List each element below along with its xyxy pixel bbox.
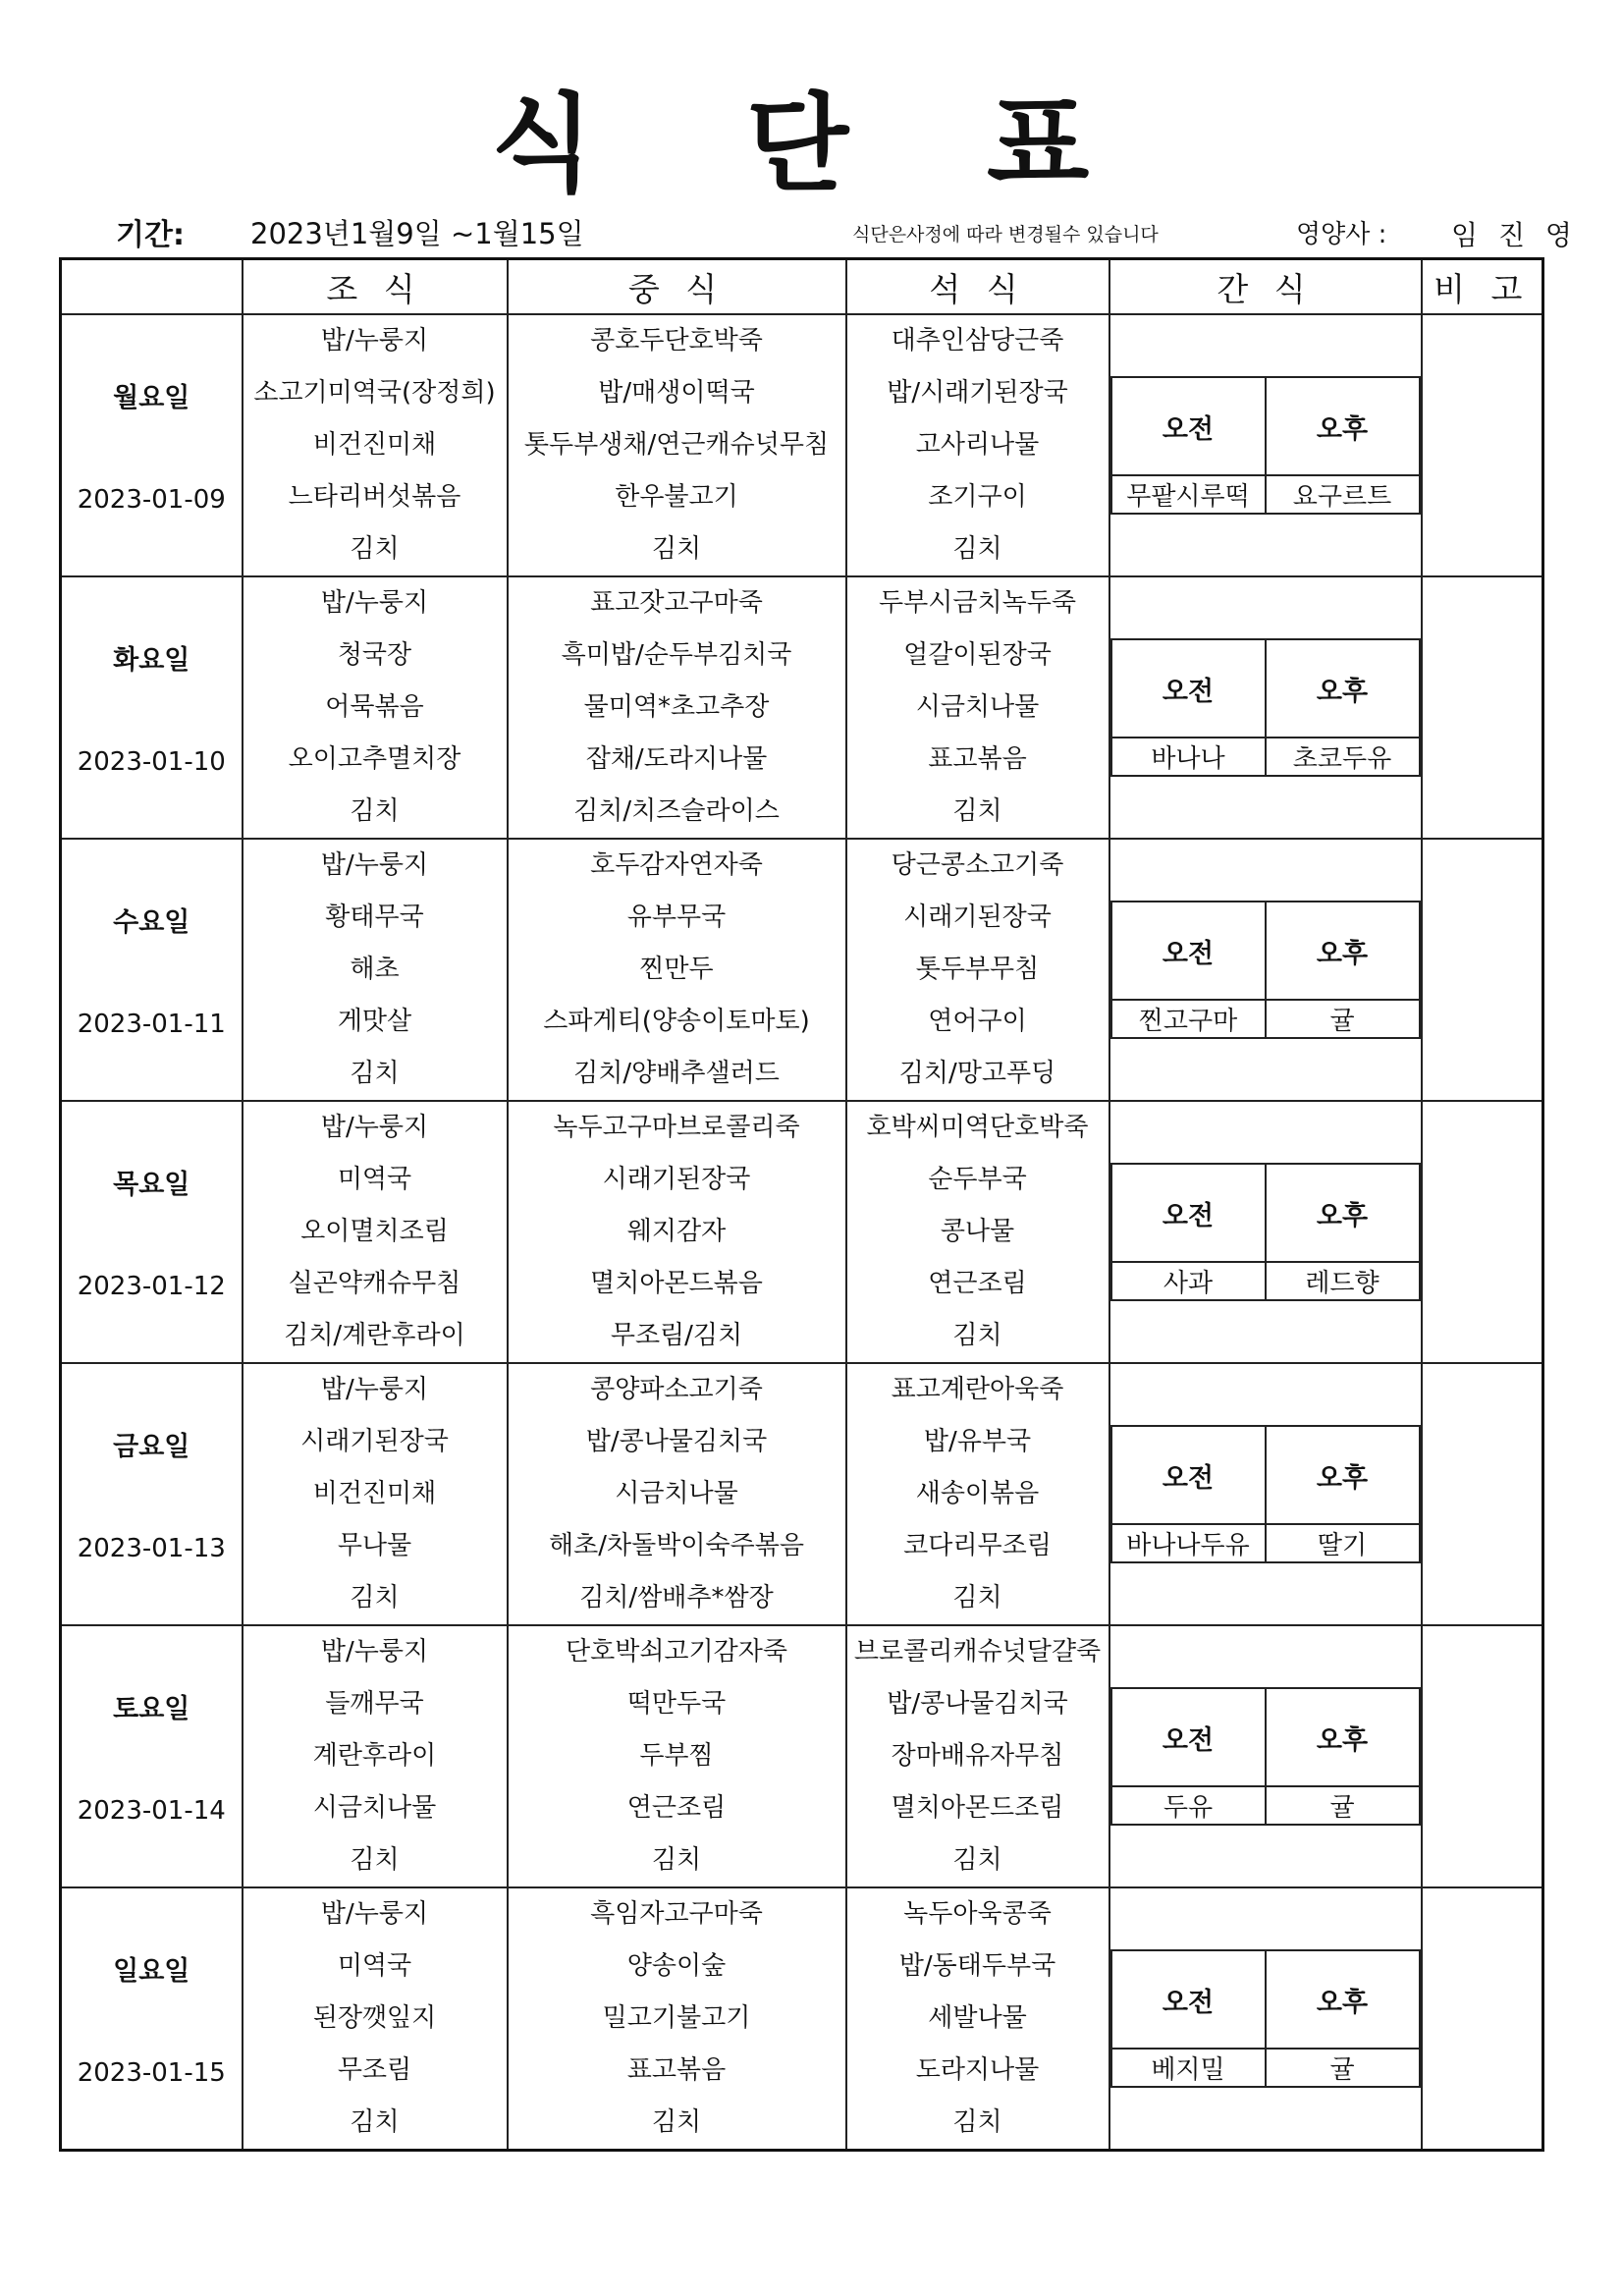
menu-item: 호두감자연자죽 — [590, 850, 763, 880]
snack-am-item: 바나나 — [1111, 738, 1266, 776]
menu-item: 웨지감자 — [626, 1217, 727, 1246]
menu-item: 표고볶음 — [928, 744, 1027, 774]
menu-item: 김치 — [350, 534, 400, 564]
lunch-cell — [508, 576, 846, 839]
snack-cell — [1109, 1625, 1422, 1887]
title-char: 식 — [491, 83, 596, 206]
menu-item: 김치/계란후라이 — [284, 1321, 465, 1350]
menu-item: 밥/누룽지 — [320, 588, 429, 618]
menu-item: 당근콩소고기죽 — [891, 850, 1064, 880]
menu-item: 밥/누룽지 — [320, 1375, 429, 1404]
menu-item: 콩나물 — [940, 1217, 1015, 1246]
menu-item: 김치 — [952, 796, 1002, 826]
menu-item: 들깨무국 — [325, 1689, 424, 1719]
menu-item: 멸치아몬드볶음 — [590, 1269, 763, 1298]
menu-item: 호박씨미역단호박죽 — [866, 1113, 1089, 1142]
snack-am-item: 두유 — [1111, 1786, 1266, 1825]
menu-item: 밥/누룽지 — [320, 1113, 429, 1142]
snack-am-item: 사과 — [1111, 1262, 1266, 1300]
menu-item: 물미역*초고추장 — [583, 692, 770, 722]
lunch-cell — [508, 839, 846, 1101]
menu-item: 김치 — [952, 534, 1002, 564]
snack-cell — [1109, 314, 1422, 576]
snack-pm-label: 오후 — [1266, 1164, 1420, 1262]
snack-pm-item: 딸기 — [1266, 1524, 1420, 1562]
menu-item: 잡채/도라지나물 — [585, 744, 768, 774]
menu-item: 김치 — [952, 1845, 1002, 1875]
note-cell — [1422, 576, 1543, 839]
day-name: 토요일 — [113, 1694, 190, 1724]
day-row — [61, 314, 1543, 576]
day-cell — [61, 1101, 243, 1363]
day-cell — [61, 1625, 243, 1887]
menu-item: 오이고추멸치장 — [288, 744, 461, 774]
dietitian-name: 임 진 영 — [1451, 219, 1578, 251]
menu-item: 밥/시래기된장국 — [887, 378, 1068, 408]
info-bar — [0, 210, 1623, 255]
snack-grid — [1110, 638, 1421, 777]
menu-item: 김치 — [350, 1583, 400, 1613]
snack-grid — [1110, 1687, 1421, 1826]
menu-item: 무조림/김치 — [610, 1321, 743, 1350]
menu-item: 시래기된장국 — [602, 1165, 751, 1194]
dinner-cell — [846, 1101, 1109, 1363]
snack-cell — [1109, 1887, 1422, 2151]
menu-item: 김치 — [651, 2107, 702, 2137]
day-name: 목요일 — [113, 1170, 190, 1200]
menu-item: 김치 — [952, 1583, 1002, 1613]
menu-item: 미역국 — [337, 1951, 412, 1981]
day-row — [61, 1625, 1543, 1887]
dinner-cell — [846, 1887, 1109, 2151]
header-lunch: 중 식 — [508, 259, 846, 315]
day-cell — [61, 314, 243, 576]
snack-pm-label: 오후 — [1266, 1950, 1420, 2049]
snack-pm-label: 오후 — [1266, 639, 1420, 738]
snack-cell — [1109, 576, 1422, 839]
menu-item: 밀고기불고기 — [602, 2003, 751, 2033]
snack-cell — [1109, 1101, 1422, 1363]
day-cell — [61, 576, 243, 839]
menu-item: 흑임자고구마죽 — [590, 1899, 763, 1929]
menu-item: 비건진미채 — [312, 430, 437, 460]
page-title — [0, 59, 1623, 206]
dinner-cell — [846, 1363, 1109, 1625]
menu-item: 김치 — [651, 534, 702, 564]
header-snack: 간 식 — [1109, 259, 1422, 315]
menu-body — [61, 314, 1543, 2151]
menu-item: 밥/동태두부국 — [898, 1951, 1056, 1981]
snack-pm-item: 요구르트 — [1266, 475, 1420, 514]
snack-am-label: 오전 — [1111, 377, 1266, 475]
menu-item: 연어구이 — [928, 1007, 1027, 1036]
menu-item: 표고볶음 — [626, 2055, 727, 2085]
menu-item: 흑미밥/순두부김치국 — [561, 640, 792, 670]
menu-item: 어묵볶음 — [325, 692, 424, 722]
menu-item: 김치/양배추샐러드 — [573, 1059, 780, 1088]
menu-item: 김치 — [350, 2107, 400, 2137]
menu-item: 시래기된장국 — [903, 902, 1052, 932]
snack-am-label: 오전 — [1111, 1688, 1266, 1786]
menu-item: 밥/누룽지 — [320, 850, 429, 880]
day-row — [61, 576, 1543, 839]
menu-item: 콩양파소고기죽 — [590, 1375, 763, 1404]
day-row — [61, 839, 1543, 1101]
snack-pm-label: 오후 — [1266, 1426, 1420, 1524]
snack-pm-item: 레드향 — [1266, 1262, 1420, 1300]
menu-item: 김치 — [952, 2107, 1002, 2137]
day-name: 화요일 — [113, 645, 190, 676]
menu-item: 장마배유자무침 — [891, 1741, 1064, 1771]
menu-item: 세발나물 — [928, 2003, 1027, 2033]
title-char: 단 — [746, 83, 851, 206]
day-row — [61, 1887, 1543, 2151]
day-date: 2023-01-14 — [77, 1796, 226, 1826]
menu-item: 두부시금치녹두죽 — [879, 588, 1076, 618]
note-cell — [1422, 314, 1543, 576]
menu-item: 연근조림 — [928, 1269, 1027, 1298]
menu-item: 밥/누룽지 — [320, 326, 429, 355]
day-name: 월요일 — [113, 383, 190, 413]
day-date: 2023-01-09 — [77, 485, 226, 515]
breakfast-cell — [243, 576, 508, 839]
menu-item: 해초 — [350, 955, 400, 984]
menu-item: 김치 — [350, 1059, 400, 1088]
snack-pm-item: 귤 — [1266, 1000, 1420, 1038]
menu-item: 한우불고기 — [615, 482, 738, 512]
snack-pm-label: 오후 — [1266, 1688, 1420, 1786]
header-row — [61, 259, 1543, 315]
day-date: 2023-01-10 — [77, 747, 226, 777]
menu-item: 표고계란아욱죽 — [891, 1375, 1064, 1404]
dinner-cell — [846, 839, 1109, 1101]
menu-item: 무나물 — [337, 1531, 412, 1560]
menu-item: 시금치나물 — [915, 692, 1040, 722]
period-value: 2023년1월9일 ~1월15일 — [250, 217, 584, 250]
snack-cell — [1109, 1363, 1422, 1625]
breakfast-cell — [243, 839, 508, 1101]
menu-item: 조기구이 — [928, 482, 1027, 512]
header-breakfast: 조 식 — [243, 259, 508, 315]
day-cell — [61, 839, 243, 1101]
title-char: 표 — [987, 83, 1092, 206]
snack-grid — [1110, 1949, 1421, 2088]
snack-cell — [1109, 839, 1422, 1101]
menu-item: 해초/차돌박이숙주볶음 — [549, 1531, 804, 1560]
menu-item: 미역국 — [337, 1165, 412, 1194]
menu-item: 김치 — [952, 1321, 1002, 1350]
menu-item: 톳두부무침 — [915, 955, 1040, 984]
snack-grid — [1110, 1425, 1421, 1563]
day-name: 금요일 — [113, 1432, 190, 1462]
day-name: 수요일 — [113, 907, 190, 938]
menu-item: 김치/망고푸딩 — [898, 1059, 1056, 1088]
menu-item: 코다리무조림 — [903, 1531, 1052, 1560]
breakfast-cell — [243, 1101, 508, 1363]
menu-item: 찐만두 — [639, 955, 714, 984]
menu-item: 표고잣고구마죽 — [590, 588, 763, 618]
menu-item: 시래기된장국 — [300, 1427, 449, 1456]
snack-am-item: 무팥시루떡 — [1111, 475, 1266, 514]
breakfast-cell — [243, 1887, 508, 2151]
menu-item: 스파게티(양송이토마토) — [543, 1007, 810, 1036]
snack-pm-item: 귤 — [1266, 1786, 1420, 1825]
menu-item: 김치/치즈슬라이스 — [573, 796, 780, 826]
day-date: 2023-01-13 — [77, 1534, 226, 1563]
menu-item: 청국장 — [337, 640, 412, 670]
menu-item: 김치 — [651, 1845, 702, 1875]
menu-item: 밥/콩나물김치국 — [585, 1427, 768, 1456]
menu-item: 오이멸치조림 — [300, 1217, 449, 1246]
breakfast-cell — [243, 314, 508, 576]
menu-item: 무조림 — [337, 2055, 412, 2085]
header-day — [61, 259, 243, 315]
dinner-cell — [846, 314, 1109, 576]
snack-pm-label: 오후 — [1266, 902, 1420, 1000]
dinner-cell — [846, 576, 1109, 839]
breakfast-cell — [243, 1625, 508, 1887]
snack-am-item: 베지밀 — [1111, 2049, 1266, 2087]
menu-item: 밥/누룽지 — [320, 1637, 429, 1667]
menu-item: 김치 — [350, 1845, 400, 1875]
note-cell — [1422, 1363, 1543, 1625]
snack-am-label: 오전 — [1111, 1164, 1266, 1262]
menu-item: 대추인삼당근죽 — [891, 326, 1064, 355]
day-name: 일요일 — [113, 1956, 190, 1987]
menu-item: 시금치나물 — [312, 1793, 437, 1823]
menu-item: 시금치나물 — [615, 1479, 738, 1508]
note-cell — [1422, 1101, 1543, 1363]
menu-item: 떡만두국 — [626, 1689, 727, 1719]
menu-item: 김치 — [350, 796, 400, 826]
breakfast-cell — [243, 1363, 508, 1625]
menu-item: 두부찜 — [639, 1741, 714, 1771]
day-cell — [61, 1887, 243, 2151]
menu-item: 된장깻잎지 — [312, 2003, 437, 2033]
menu-item: 새송이볶음 — [915, 1479, 1040, 1508]
menu-item: 연근조림 — [626, 1793, 727, 1823]
snack-am-label: 오전 — [1111, 902, 1266, 1000]
snack-am-label: 오전 — [1111, 639, 1266, 738]
menu-item: 녹두아욱콩죽 — [903, 1899, 1052, 1929]
note-cell — [1422, 1887, 1543, 2151]
menu-item: 밥/유부국 — [923, 1427, 1032, 1456]
snack-grid — [1110, 1163, 1421, 1301]
menu-item: 황태무국 — [325, 902, 424, 932]
note-cell — [1422, 1625, 1543, 1887]
menu-item: 게맛살 — [337, 1007, 412, 1036]
snack-am-label: 오전 — [1111, 1950, 1266, 2049]
menu-item: 실곤약캐슈무침 — [288, 1269, 461, 1298]
snack-grid — [1110, 901, 1421, 1039]
menu-item: 순두부국 — [928, 1165, 1027, 1194]
menu-item: 김치/쌈배추*쌈장 — [579, 1583, 774, 1613]
snack-pm-item: 귤 — [1266, 2049, 1420, 2087]
day-date: 2023-01-11 — [77, 1010, 226, 1039]
period-label: 기간: — [116, 218, 185, 252]
day-date: 2023-01-15 — [77, 2058, 226, 2088]
menu-item: 계란후라이 — [312, 1741, 437, 1771]
snack-pm-item: 초코두유 — [1266, 738, 1420, 776]
snack-pm-label: 오후 — [1266, 377, 1420, 475]
menu-table — [59, 257, 1544, 2152]
lunch-cell — [508, 1887, 846, 2151]
day-row — [61, 1101, 1543, 1363]
snack-am-label: 오전 — [1111, 1426, 1266, 1524]
snack-grid — [1110, 376, 1421, 515]
menu-item: 밥/콩나물김치국 — [887, 1689, 1068, 1719]
menu-item: 녹두고구마브로콜리죽 — [553, 1113, 800, 1142]
header-note: 비 고 — [1422, 259, 1543, 315]
menu-item: 단호박쇠고기감자죽 — [565, 1637, 788, 1667]
menu-item: 비건진미채 — [312, 1479, 437, 1508]
header-dinner: 석 식 — [846, 259, 1109, 315]
day-row — [61, 1363, 1543, 1625]
dietitian-label: 영양사 : — [1296, 220, 1387, 249]
day-cell — [61, 1363, 243, 1625]
menu-item: 밥/매생이떡국 — [598, 378, 755, 408]
note-cell — [1422, 839, 1543, 1101]
lunch-cell — [508, 314, 846, 576]
lunch-cell — [508, 1101, 846, 1363]
menu-item: 고사리나물 — [915, 430, 1040, 460]
menu-item: 브로콜리캐슈넛달걀죽 — [853, 1637, 1102, 1667]
menu-item: 느타리버섯볶음 — [288, 482, 461, 512]
menu-item: 양송이숲 — [626, 1951, 727, 1981]
menu-item: 유부무국 — [626, 902, 727, 932]
lunch-cell — [508, 1625, 846, 1887]
dinner-cell — [846, 1625, 1109, 1887]
change-notice: 식단은사정에 따라 변경될수 있습니다 — [852, 224, 1159, 246]
snack-am-item: 찐고구마 — [1111, 1000, 1266, 1038]
lunch-cell — [508, 1363, 846, 1625]
menu-item: 밥/누룽지 — [320, 1899, 429, 1929]
menu-item: 소고기미역국(장정희) — [253, 378, 496, 408]
day-date: 2023-01-12 — [77, 1272, 226, 1301]
menu-item: 얼갈이된장국 — [903, 640, 1052, 670]
menu-item: 도라지나물 — [915, 2055, 1040, 2085]
menu-item: 멸치아몬드조림 — [891, 1793, 1064, 1823]
menu-item: 톳두부생채/연근캐슈넛무침 — [523, 430, 830, 460]
menu-item: 콩호두단호박죽 — [590, 326, 763, 355]
snack-am-item: 바나나두유 — [1111, 1524, 1266, 1562]
